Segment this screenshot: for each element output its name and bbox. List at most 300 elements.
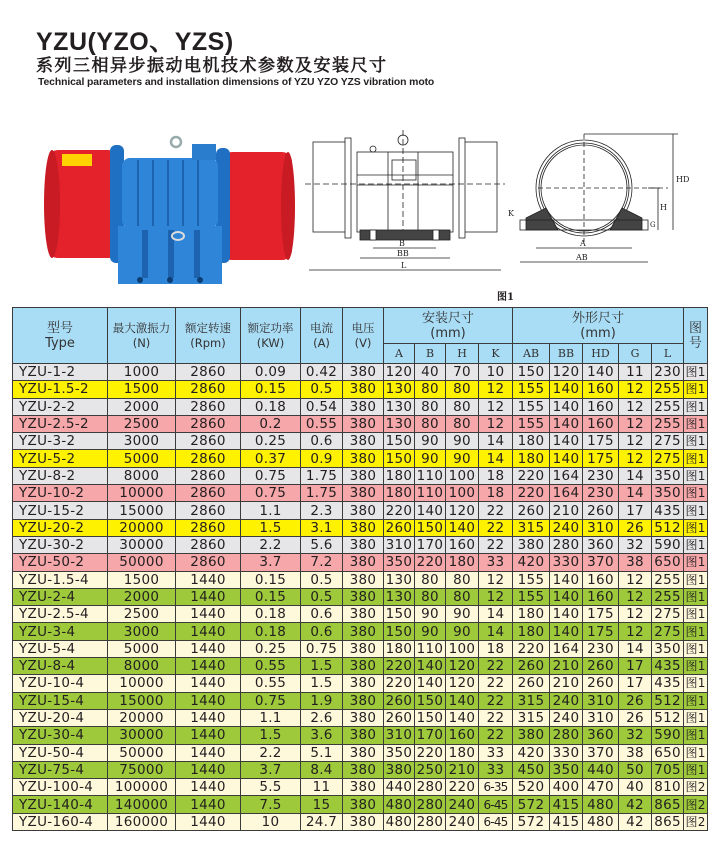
table-cell: 260	[513, 502, 550, 519]
table-cell: 130	[384, 398, 415, 415]
table-cell: 30000	[108, 536, 176, 553]
table-cell: 380	[343, 415, 384, 432]
table-cell: 110	[415, 640, 446, 657]
table-cell: 0.42	[301, 364, 343, 381]
table-cell: 17	[619, 502, 652, 519]
table-cell: 810	[652, 779, 684, 796]
table-cell: 80	[415, 398, 446, 415]
table-cell: 140	[415, 502, 446, 519]
header-label: 最大激振力	[112, 320, 171, 335]
table-cell: 220	[513, 485, 550, 502]
figure-cell: 图1	[685, 538, 706, 553]
table-cell: 140	[446, 519, 479, 536]
table-cell: 50000	[108, 744, 176, 761]
table-cell: 0.55	[301, 415, 343, 432]
table-row	[13, 571, 708, 588]
table-cell: 90	[415, 623, 446, 640]
table-cell: 705	[652, 761, 684, 778]
table-cell: 12	[479, 398, 513, 415]
table-cell: 10	[241, 813, 301, 830]
table-cell: 230	[583, 640, 619, 657]
table-cell: 5.1	[301, 744, 343, 761]
table-cell: 22	[479, 692, 513, 709]
table-cell: 230	[652, 364, 684, 381]
table-cell: 0.5	[301, 588, 343, 605]
table-cell: 12	[619, 623, 652, 640]
svg-text:A: A	[580, 239, 586, 248]
header-unit: (Rpm)	[190, 335, 226, 350]
table-cell: 80	[446, 415, 479, 432]
table-cell: 380	[343, 744, 384, 761]
table-cell: 255	[652, 381, 684, 398]
table-cell: 120	[446, 502, 479, 519]
table-row	[13, 744, 708, 761]
table-row	[13, 415, 708, 432]
table-cell: 6-45	[479, 796, 513, 813]
table-cell: 260	[384, 709, 415, 726]
table-cell: 260	[583, 658, 619, 675]
table-cell: 150	[513, 364, 550, 381]
header-unit: (mm)	[580, 325, 616, 341]
table-cell: 7.5	[241, 796, 301, 813]
table-row	[13, 519, 708, 536]
table-cell: 130	[384, 588, 415, 605]
table-cell: 130	[384, 381, 415, 398]
table-cell: 380	[513, 536, 550, 553]
model-cell: YZU-1.5-4	[13, 571, 108, 588]
table-cell: 26	[619, 692, 652, 709]
table-cell: 220	[384, 658, 415, 675]
table-cell: 1500	[108, 571, 176, 588]
table-cell: 12	[479, 415, 513, 432]
table-cell: 1.5	[241, 727, 301, 744]
table-cell: 260	[513, 675, 550, 692]
table-cell: 100	[446, 485, 479, 502]
table-cell: 90	[415, 433, 446, 450]
table-cell: 12	[619, 415, 652, 432]
svg-text:BB: BB	[397, 249, 409, 258]
figure-cell: 图1	[685, 590, 706, 604]
model-cell: YZU-75-4	[13, 761, 108, 778]
table-cell: 164	[550, 467, 583, 484]
figure-cell: 图1	[685, 555, 706, 570]
table-cell: 435	[652, 658, 684, 675]
table-cell: 440	[583, 761, 619, 778]
table-cell: 10000	[108, 485, 176, 502]
table-cell: 435	[652, 675, 684, 692]
table-cell: 220	[446, 779, 479, 796]
table-cell: 140	[550, 623, 583, 640]
table-cell: 220	[384, 502, 415, 519]
table-cell: 380	[343, 571, 384, 588]
figure-cell: 图1	[685, 693, 706, 708]
table-cell: 150	[384, 623, 415, 640]
table-cell: 380	[343, 675, 384, 692]
table-cell: 50	[619, 761, 652, 778]
table-cell: 315	[513, 709, 550, 726]
model-cell: YZU-50-2	[13, 554, 108, 571]
table-cell: 155	[513, 588, 550, 605]
table-row	[13, 398, 708, 415]
table-cell: 315	[513, 519, 550, 536]
header-label: 额定功率	[247, 320, 294, 335]
table-cell: 650	[652, 554, 684, 571]
table-cell: 2500	[108, 606, 176, 623]
model-cell: YZU-10-2	[13, 485, 108, 502]
table-cell: 1440	[176, 675, 241, 692]
table-cell: 100	[446, 467, 479, 484]
table-cell: 380	[343, 623, 384, 640]
sub-header-b: B	[415, 344, 446, 364]
table-cell: 1.5	[301, 675, 343, 692]
table-cell: 42	[619, 813, 652, 830]
table-cell: 210	[550, 658, 583, 675]
table-cell: 90	[446, 606, 479, 623]
table-cell: 90	[415, 606, 446, 623]
table-cell: 0.25	[241, 640, 301, 657]
table-cell: 150	[415, 709, 446, 726]
table-cell: 350	[550, 761, 583, 778]
table-cell: 220	[384, 675, 415, 692]
table-cell: 80	[446, 588, 479, 605]
table-cell: 210	[446, 761, 479, 778]
model-cell: YZU-15-2	[13, 502, 108, 519]
table-cell: 140	[446, 709, 479, 726]
table-cell: 15000	[108, 692, 176, 709]
table-cell: 14	[619, 485, 652, 502]
table-cell: 12	[479, 381, 513, 398]
table-cell: 0.55	[241, 658, 301, 675]
table-cell: 1440	[176, 692, 241, 709]
table-row	[13, 554, 708, 571]
model-cell: YZU-2-4	[13, 588, 108, 605]
header-unit: (A)	[313, 335, 330, 350]
model-cell: YZU-1.5-2	[13, 381, 108, 398]
figure-cell: 图1	[685, 624, 706, 639]
table-cell: 5.6	[301, 536, 343, 553]
table-cell: 0.9	[301, 450, 343, 467]
table-cell: 310	[384, 536, 415, 553]
table-cell: 370	[583, 744, 619, 761]
table-cell: 0.75	[301, 640, 343, 657]
table-cell: 240	[550, 709, 583, 726]
figure-caption: 图1	[497, 292, 514, 303]
table-cell: 572	[513, 796, 550, 813]
table-cell: 155	[513, 571, 550, 588]
table-cell: 120	[446, 658, 479, 675]
table-cell: 2860	[176, 381, 241, 398]
table-cell: 2000	[108, 588, 176, 605]
table-row	[13, 779, 708, 796]
table-cell: 260	[583, 675, 619, 692]
table-cell: 15	[301, 796, 343, 813]
table-cell: 260	[513, 658, 550, 675]
table-cell: 140	[550, 433, 583, 450]
table-row	[13, 433, 708, 450]
table-cell: 140	[550, 415, 583, 432]
model-cell: YZU-3-2	[13, 433, 108, 450]
table-cell: 33	[479, 554, 513, 571]
sub-header-hd: HD	[583, 344, 619, 364]
table-cell: 14	[479, 450, 513, 467]
spec-table	[12, 307, 708, 831]
table-cell: 350	[384, 744, 415, 761]
table-cell: 150	[384, 433, 415, 450]
table-cell: 150	[384, 606, 415, 623]
sub-header-l: L	[652, 344, 684, 364]
figure-cell: 图1	[685, 382, 706, 397]
table-cell: 0.75	[241, 485, 301, 502]
table-cell: 1440	[176, 813, 241, 830]
svg-text:H: H	[660, 203, 667, 212]
page-subtitle: Technical parameters and installation dimensions of YZU YZO YZS vibration moto	[38, 77, 435, 88]
table-cell: 380	[343, 467, 384, 484]
figure-cell: 图1	[685, 607, 706, 622]
table-row	[13, 761, 708, 778]
table-row	[13, 588, 708, 605]
table-cell: 380	[384, 761, 415, 778]
table-row	[13, 536, 708, 553]
table-cell: 1.75	[301, 485, 343, 502]
model-cell: YZU-50-4	[13, 744, 108, 761]
table-cell: 110	[415, 467, 446, 484]
table-cell: 80	[415, 571, 446, 588]
table-cell: 1440	[176, 761, 241, 778]
table-cell: 2860	[176, 415, 241, 432]
table-cell: 1440	[176, 623, 241, 640]
table-cell: 17	[619, 658, 652, 675]
header-unit: (mm)	[430, 325, 466, 341]
table-cell: 0.5	[301, 571, 343, 588]
table-cell: 22	[479, 519, 513, 536]
table-cell: 1440	[176, 571, 241, 588]
table-cell: 10	[479, 364, 513, 381]
table-row	[13, 485, 708, 502]
table-cell: 420	[513, 744, 550, 761]
table-cell: 155	[513, 415, 550, 432]
table-cell: 175	[583, 606, 619, 623]
table-cell: 80	[415, 415, 446, 432]
table-cell: 150	[415, 519, 446, 536]
table-cell: 0.5	[301, 381, 343, 398]
table-cell: 5000	[108, 640, 176, 657]
table-cell: 350	[652, 485, 684, 502]
table-cell: 100	[446, 640, 479, 657]
table-cell: 220	[415, 554, 446, 571]
figure-cell: 图1	[685, 762, 706, 777]
table-cell: 40	[619, 779, 652, 796]
model-cell: YZU-140-4	[13, 796, 108, 813]
table-cell: 8000	[108, 658, 176, 675]
figure-cell: 图1	[685, 659, 706, 674]
table-row	[13, 502, 708, 519]
table-cell: 380	[343, 692, 384, 709]
vibration-motor-photo	[40, 130, 295, 295]
table-cell: 11	[301, 779, 343, 796]
table-cell: 70	[446, 364, 479, 381]
table-cell: 440	[384, 779, 415, 796]
table-cell: 130	[384, 571, 415, 588]
table-cell: 380	[343, 606, 384, 623]
table-cell: 1440	[176, 588, 241, 605]
model-cell: YZU-160-4	[13, 813, 108, 830]
table-cell: 160	[583, 415, 619, 432]
table-cell: 180	[384, 467, 415, 484]
table-cell: 140	[550, 381, 583, 398]
table-cell: 170	[415, 727, 446, 744]
table-cell: 180	[513, 450, 550, 467]
table-cell: 480	[384, 813, 415, 830]
sub-header-bb: BB	[550, 344, 583, 364]
figure-cell: 图1	[685, 572, 706, 587]
figure-cell: 图1	[685, 434, 706, 449]
table-cell: 180	[513, 606, 550, 623]
table-cell: 6-35	[479, 779, 513, 796]
table-row	[13, 658, 708, 675]
table-cell: 2.6	[301, 709, 343, 726]
table-cell: 370	[583, 554, 619, 571]
model-cell: YZU-20-2	[13, 519, 108, 536]
table-row	[13, 623, 708, 640]
table-cell: 5.5	[241, 779, 301, 796]
table-cell: 2860	[176, 519, 241, 536]
table-cell: 140000	[108, 796, 176, 813]
table-cell: 18	[479, 640, 513, 657]
table-cell: 310	[583, 692, 619, 709]
table-cell: 315	[513, 692, 550, 709]
col-header-figure	[684, 308, 708, 364]
table-cell: 3.1	[301, 519, 343, 536]
table-cell: 380	[343, 709, 384, 726]
table-cell: 0.15	[241, 588, 301, 605]
table-cell: 310	[583, 519, 619, 536]
table-cell: 310	[384, 727, 415, 744]
table-cell: 160	[583, 398, 619, 415]
table-cell: 865	[652, 796, 684, 813]
figure-cell: 图1	[685, 711, 706, 726]
table-cell: 90	[446, 623, 479, 640]
table-cell: 512	[652, 519, 684, 536]
table-cell: 160000	[108, 813, 176, 830]
table-row	[13, 692, 708, 709]
table-row	[13, 381, 708, 398]
table-cell: 380	[343, 519, 384, 536]
table-cell: 164	[550, 640, 583, 657]
header-label: 外形尺寸	[572, 310, 625, 326]
table-cell: 220	[513, 467, 550, 484]
table-cell: 1.9	[301, 692, 343, 709]
table-cell: 360	[583, 536, 619, 553]
table-cell: 150	[384, 450, 415, 467]
table-cell: 210	[550, 675, 583, 692]
table-cell: 26	[619, 709, 652, 726]
table-cell: 1440	[176, 709, 241, 726]
table-cell: 80	[446, 571, 479, 588]
table-cell: 280	[415, 813, 446, 830]
table-cell: 240	[446, 796, 479, 813]
col-group-install-dimensions	[384, 308, 513, 344]
sub-header-h: H	[446, 344, 479, 364]
table-cell: 480	[384, 796, 415, 813]
table-cell: 1440	[176, 606, 241, 623]
table-cell: 6-45	[479, 813, 513, 830]
table-cell: 255	[652, 398, 684, 415]
table-cell: 38	[619, 554, 652, 571]
table-cell: 0.55	[241, 675, 301, 692]
table-cell: 380	[343, 433, 384, 450]
table-cell: 2860	[176, 433, 241, 450]
table-cell: 5000	[108, 450, 176, 467]
table-cell: 180	[446, 554, 479, 571]
table-cell: 280	[550, 536, 583, 553]
col-header-type	[13, 308, 108, 364]
table-cell: 120	[550, 364, 583, 381]
table-cell: 0.15	[241, 381, 301, 398]
header-label: 电压	[351, 320, 375, 335]
table-cell: 650	[652, 744, 684, 761]
table-cell: 275	[652, 623, 684, 640]
table-cell: 20000	[108, 709, 176, 726]
header-label: 号	[689, 335, 703, 351]
table-cell: 330	[550, 744, 583, 761]
svg-text:L: L	[401, 261, 407, 270]
table-cell: 0.25	[241, 433, 301, 450]
table-cell: 160	[446, 536, 479, 553]
table-cell: 12	[619, 433, 652, 450]
table-cell: 180	[384, 640, 415, 657]
table-cell: 22	[479, 709, 513, 726]
table-cell: 22	[479, 675, 513, 692]
col-header-force	[108, 308, 176, 364]
table-cell: 160	[583, 571, 619, 588]
table-cell: 42	[619, 796, 652, 813]
model-cell: YZU-5-4	[13, 640, 108, 657]
table-cell: 1500	[108, 381, 176, 398]
table-cell: 350	[384, 554, 415, 571]
table-cell: 1440	[176, 727, 241, 744]
model-cell: YZU-1-2	[13, 364, 108, 381]
table-row	[13, 675, 708, 692]
table-cell: 255	[652, 588, 684, 605]
table-cell: 400	[550, 779, 583, 796]
table-cell: 24.7	[301, 813, 343, 830]
table-cell: 865	[652, 813, 684, 830]
table-cell: 33	[479, 744, 513, 761]
table-cell: 435	[652, 502, 684, 519]
table-cell: 380	[343, 554, 384, 571]
table-cell: 520	[513, 779, 550, 796]
table-cell: 590	[652, 727, 684, 744]
table-cell: 90	[415, 450, 446, 467]
table-row	[13, 606, 708, 623]
table-cell: 3.7	[241, 761, 301, 778]
figure-cell: 图2	[685, 814, 706, 829]
front-view-diagram	[508, 130, 698, 280]
table-cell: 22	[479, 536, 513, 553]
table-cell: 380	[343, 640, 384, 657]
table-cell: 11	[619, 364, 652, 381]
table-cell: 0.18	[241, 398, 301, 415]
table-cell: 130	[384, 415, 415, 432]
header-label: 型号	[46, 320, 73, 336]
header-label: 图	[689, 320, 703, 336]
model-cell: YZU-2-2	[13, 398, 108, 415]
table-cell: 0.37	[241, 450, 301, 467]
figure-cell: 图1	[685, 399, 706, 414]
table-cell: 380	[343, 450, 384, 467]
table-cell: 32	[619, 536, 652, 553]
svg-text:K: K	[508, 209, 514, 218]
